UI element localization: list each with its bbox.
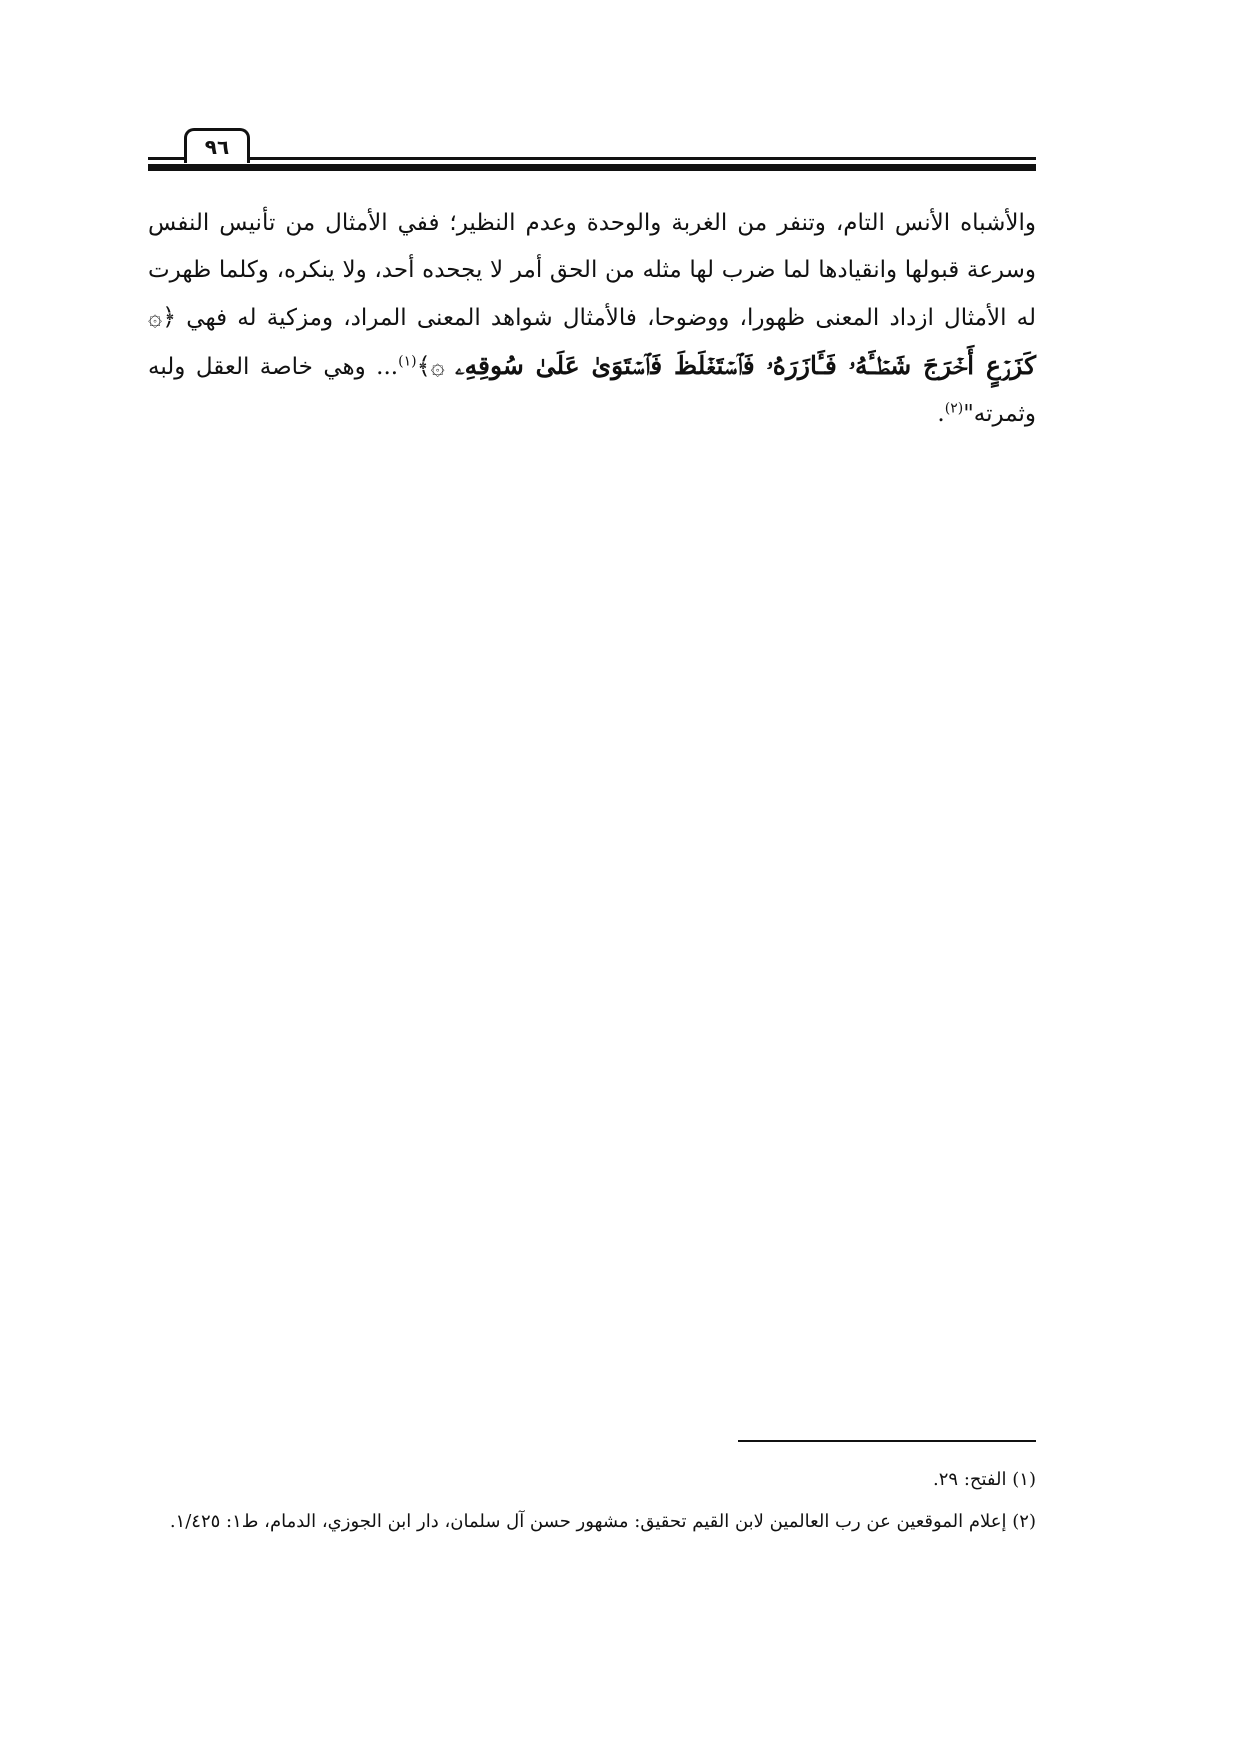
footnote-marker: (٢) xyxy=(1012,1511,1036,1532)
footnote-item xyxy=(148,1462,1036,1498)
paragraph-text: والأشباه الأنس التام، وتنفر من الغربة والوحدة وعدم النظير؛ ففي الأمثال من تأنيس النفس وسرعة قبولها وانقيادها لما ضرب لها مثله من الحق أمر لا يجحده أحد، ولا ينكره، وكلما ظهرت له الأمثال ازداد المعنى ظهورا، ووضوحا، فالأمثال شواهد المعنى المراد، ومزكية له فهي xyxy=(148,210,1036,331)
footnote-marker: (١) xyxy=(1012,1469,1036,1490)
footnote-ref[interactable]: (٢) xyxy=(944,400,964,417)
header-rule-thin xyxy=(148,157,1036,160)
paragraph-text: ... وهي خاصة العقل ولبه وثمرته" xyxy=(148,354,1036,427)
footnote-text: الفتح: ٢٩. xyxy=(933,1469,1007,1490)
page-number: ٩٦ xyxy=(184,128,250,163)
main-paragraph xyxy=(148,200,1036,438)
header-rule-thick xyxy=(148,164,1036,171)
footnotes xyxy=(148,1462,1036,1546)
footnote-ref[interactable]: (١) xyxy=(398,353,417,370)
quran-open-bracket: ﴿ xyxy=(162,303,177,331)
footnote-separator xyxy=(738,1440,1036,1442)
footnote-item xyxy=(148,1504,1036,1540)
quran-close-bracket: ﴾ xyxy=(416,352,431,380)
footnote-text: إعلام الموقعين عن رب العالمين لابن القيم تحقيق: مشهور حسن آل سلمان، دار ابن الجوزي، الدمام، ط١: ١/٤٢٥. xyxy=(169,1511,1007,1532)
ornament-icon: ۞ xyxy=(430,352,445,380)
quran-verse: كَزَرۡعٍ أَخۡرَجَ شَطۡـَٔهُۥ فَـَٔازَرَهُۥ فَٱسۡتَغۡلَظَ فَٱسۡتَوَىٰ عَلَىٰ سُوقِهِۦ xyxy=(455,351,1036,380)
page-header xyxy=(148,128,1036,172)
paragraph-end: . xyxy=(937,401,945,427)
ornament-icon: ۞ xyxy=(148,303,163,331)
